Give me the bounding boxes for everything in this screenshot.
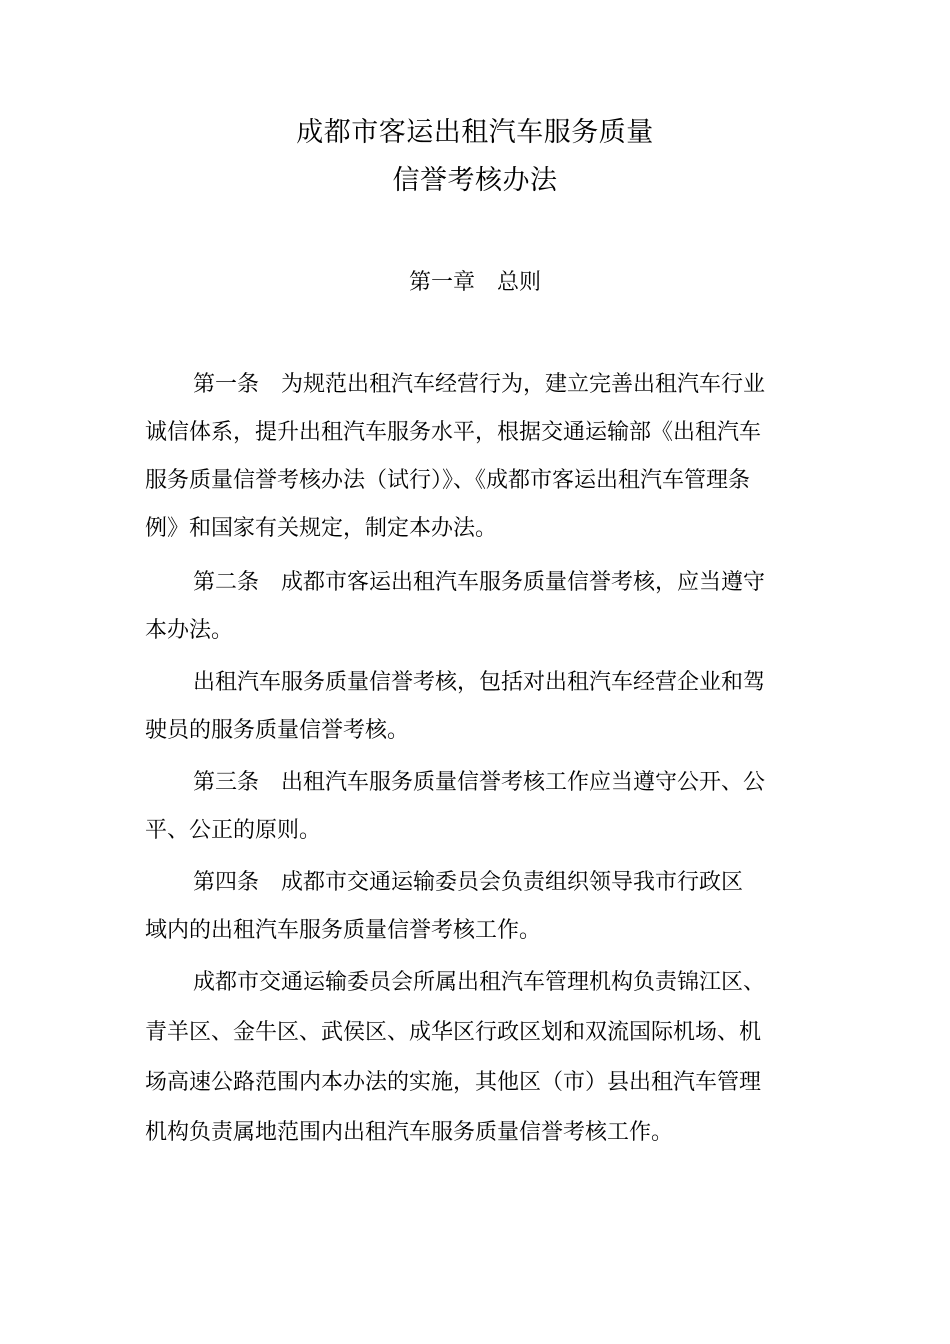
article-1-line: 例》和国家有关规定，制定本办法。	[145, 516, 498, 541]
chapter-name: 总则	[497, 270, 542, 295]
article-1-line: 服务质量信誉考核办法（试行）》、《成都市客运出租汽车管理条	[145, 468, 751, 493]
document-title-line-2: 信誉考核办法	[392, 165, 558, 196]
document-title-line-1: 成都市客运出租汽车服务质量	[296, 117, 654, 148]
article-4-paragraph-line: 场高速公路范围内本办法的实施，其他区（市）县出租汽车管理	[145, 1070, 762, 1095]
article-4-line: 第四条 成都市交通运输委员会负责组织领导我市行政区	[193, 870, 744, 895]
article-4-paragraph-line: 青羊区、金牛区、武侯区、成华区行政区划和双流国际机场、机	[145, 1020, 762, 1045]
article-1-line: 诚信体系，提升出租汽车服务水平，根据交通运输部《出租汽车	[145, 420, 762, 445]
article-2-line: 第二条 成都市客运出租汽车服务质量信誉考核，应当遵守	[193, 570, 766, 595]
chapter-number: 第一章	[408, 270, 475, 295]
article-3-line: 第三条 出租汽车服务质量信誉考核工作应当遵守公开、公	[193, 770, 766, 795]
chapter-heading	[0, 268, 950, 298]
article-4-paragraph-line: 机构负责属地范围内出租汽车服务质量信誉考核工作。	[145, 1120, 674, 1145]
article-4-paragraph-line: 成都市交通运输委员会所属出租汽车管理机构负责锦江区、	[193, 970, 766, 995]
article-1-line: 第一条 为规范出租汽车经营行为，建立完善出租汽车行业	[193, 372, 766, 397]
article-2-paragraph-line: 驶员的服务质量信誉考核。	[145, 718, 410, 743]
article-3-line: 平、公正的原则。	[145, 818, 322, 843]
article-4-line: 域内的出租汽车服务质量信誉考核工作。	[145, 918, 542, 943]
article-2-line: 本办法。	[145, 618, 234, 643]
article-2-paragraph-line: 出租汽车服务质量信誉考核，包括对出租汽车经营企业和驾	[193, 670, 766, 695]
